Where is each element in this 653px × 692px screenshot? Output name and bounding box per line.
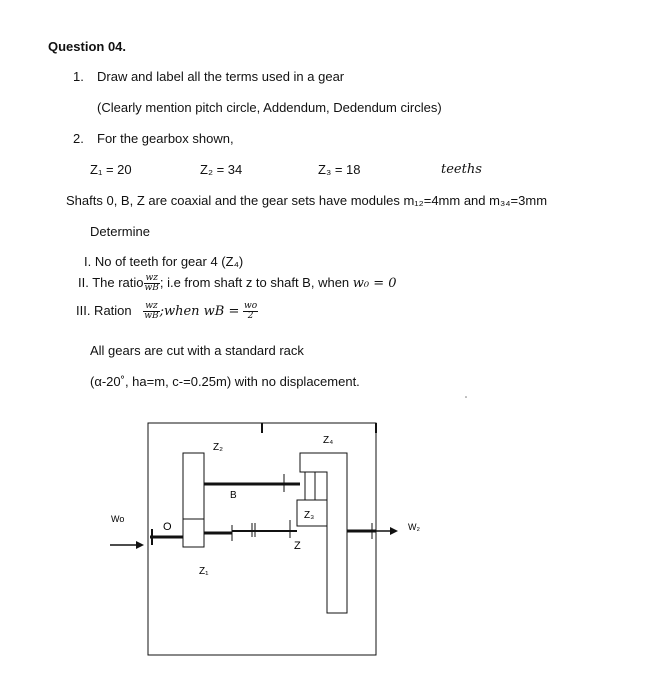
label-b: B: [230, 490, 237, 501]
d3-frac2-den: 2: [247, 311, 254, 321]
label-wo: Wo: [111, 514, 125, 524]
d3-frac-den: wB: [144, 311, 159, 321]
item2-number: 2.: [73, 131, 84, 146]
d2-condition: w₀ = 0: [352, 275, 397, 291]
gear-z4: [300, 453, 347, 613]
item1-number: 1.: [73, 69, 84, 84]
rack-parameters: (α-20˚, ha=m, c-=0.25m) with no displacement.: [90, 374, 360, 389]
label-z1: Z₁: [199, 566, 209, 577]
item1-note: (Clearly mention pitch circle, Addendum, Dedendum circles): [97, 100, 442, 115]
gear-z2: [183, 453, 204, 547]
label-o: O: [163, 521, 172, 533]
label-wz: W₂: [408, 522, 420, 532]
d2-prefix: II. The ratio: [78, 274, 144, 290]
label-z2: Z₂: [213, 442, 223, 453]
z3-value: Z₃ = 18: [318, 162, 361, 177]
teeth-unit: teeths: [441, 162, 482, 177]
d3-frac-num: wᴢ: [145, 301, 158, 311]
housing-frame: [148, 423, 376, 655]
item1-text: Draw and label all the terms used in a gear: [97, 69, 345, 84]
rack-statement: All gears are cut with a standard rack: [90, 343, 304, 358]
z1-value: Z₁ = 20: [90, 162, 132, 177]
label-z3: Z₃: [304, 510, 315, 521]
d3-frac2-num: wo: [244, 301, 258, 311]
label-z: Z: [294, 540, 301, 552]
d2-suffix: ; i.e from shaft z to shaft B, when: [159, 274, 350, 290]
d3-when: ;when wB =: [159, 303, 240, 319]
d2-frac-den: wB: [144, 283, 159, 293]
question-title: Question 04.: [48, 39, 127, 54]
determine-item-1: I. No of teeth for gear 4 (Z₄): [84, 254, 244, 269]
determine-heading: Determine: [90, 224, 150, 239]
z2-value: Z₂ = 34: [200, 162, 243, 177]
d3-prefix: III. Ration: [76, 302, 132, 318]
d2-frac-num: wᴢ: [145, 273, 158, 283]
item2-text: For the gearbox shown,: [97, 131, 234, 146]
shafts-statement: Shafts 0, B, Z are coaxial and the gear sets have modules m₁₂=4mm and m₃₄=3mm: [66, 193, 548, 208]
label-z4: Z₄: [323, 435, 334, 446]
